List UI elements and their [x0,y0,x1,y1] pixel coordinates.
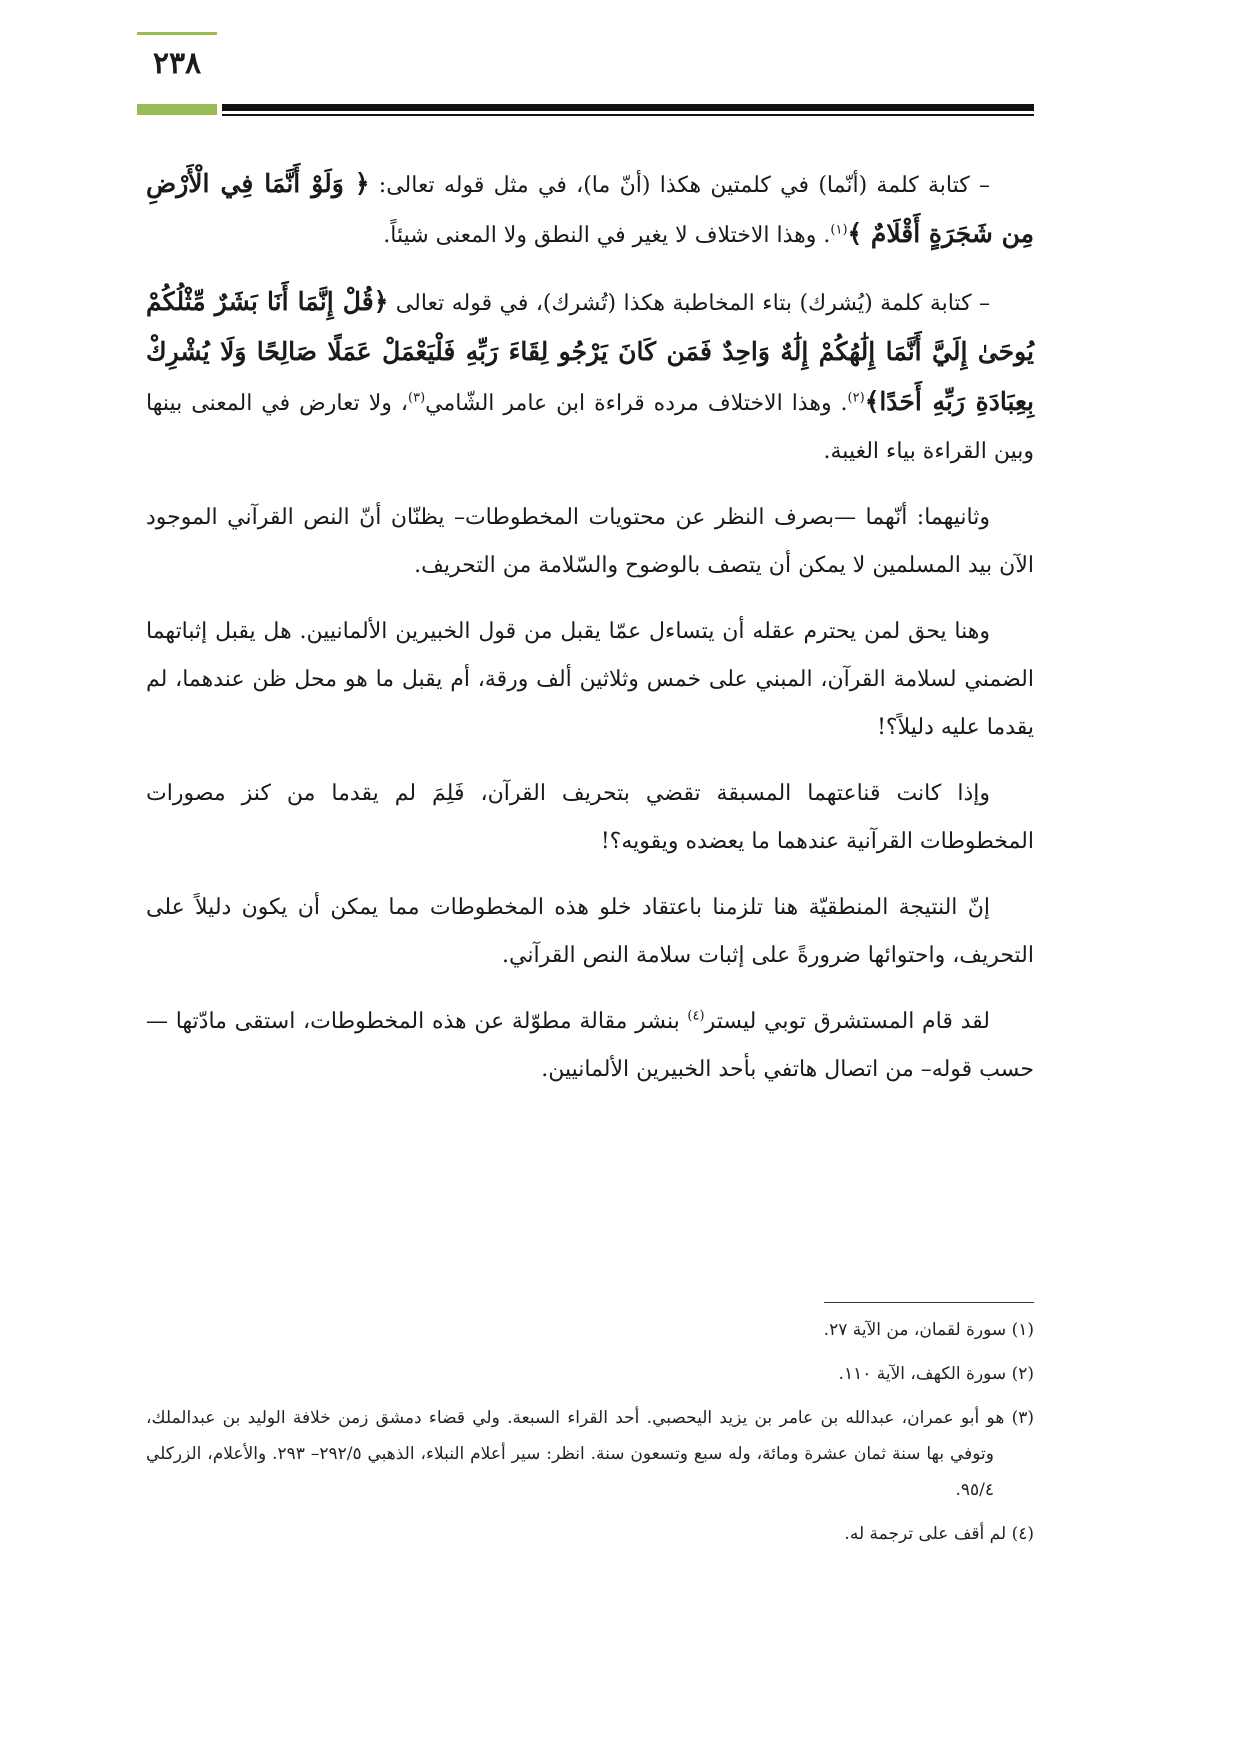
footnotes [146,1312,1034,1560]
page-number: ٢٣٨ [152,46,202,81]
header-accent-line [137,32,217,35]
paragraph-text: – كتابة كلمة (أنّما) في كلمتين هكذا (أنّ ما)، في مثل قوله تعالى: [369,173,990,198]
header-rule-thick [222,104,1034,111]
paragraph-text: . وهذا الاختلاف مرده قراءة ابن عامر الشّامي [425,391,848,416]
footnote-ref[interactable]: (٤) [687,1008,705,1024]
paragraph-yushrik [146,278,1034,476]
paragraph-text: ، ولا تعارض في المعنى بينها وبين القراءة بياء الغيبة. [146,391,1034,464]
header-green-bar [137,104,217,115]
quran-verse: ﴿قُلْ إِنَّمَا أَنَا بَشَرٌ مِّثْلُكُمْ يُوحَىٰ إِلَيَّ أَنَّمَا إِلَٰهُكُمْ إِلَٰهٌ وَاحِدٌ فَمَن كَانَ يَرْجُو لِقَاءَ رَبِّهِ فَلْيَعْمَلْ عَمَلًا صَالِحًا وَلَا يُشْرِكْ بِعِبَادَةِ رَبِّهِ أَحَدًا﴾ [146,287,1035,416]
paragraph-anna-ma [146,160,1034,260]
paragraph-text: – كتابة كلمة (يُشرك) بتاء المخاطبة هكذا (تُشرك)، في قوله تعالى [388,291,990,316]
paragraph-text: لقد قام المستشرق توبي ليستر [704,1009,990,1034]
quran-verse: ﴿ وَلَوْ أَنَّمَا فِي الْأَرْضِ مِن شَجَرَةٍ أَقْلَامٌ ﴾ [146,169,1034,248]
footnote-2: (٢) سورة الكهف، الآية ١١٠. [838,1364,1034,1384]
footnote-ref[interactable]: (٢) [847,390,865,406]
header-rule-thin [222,114,1034,116]
paragraph-text: بنشر مقالة مطوّلة عن هذه المخطوطات، استقى مادّتها —حسب قوله– من اتصال هاتفي بأحد الخبيرين الألمانيين. [146,1009,1034,1082]
footnote-ref[interactable]: (١) [830,222,848,238]
paragraph-text: . وهذا الاختلاف لا يغير في النطق ولا المعنى شيئاً. [383,223,831,248]
paragraph-conclusion: إنّ النتيجة المنطقيّة هنا تلزمنا باعتقاد خلو هذه المخطوطات مما يمكن أن يكون دليلاً على التحريف، واحتوائها ضرورةً على إثبات سلامة النص القرآني. [146,895,1034,968]
footnote-4: (٤) لم أقف على ترجمة له. [844,1524,1034,1544]
main-text [146,160,1034,1112]
paragraph-conviction: وإذا كانت قناعتهما المسبقة تقضي بتحريف القرآن، فَلِمَ لم يقدما من كنز مصورات المخطوطات القرآنية عندهما ما يعضده ويقويه؟! [146,781,1034,854]
footnote-3: (٣) هو أبو عمران، عبدالله بن عامر بن يزيد اليحصبي. أحد القراء السبعة. ولي قضاء دمشق زمن خلافة الوليد بن عبدالملك، وتوفي بها سنة ثمان عشرة ومائة، وله سبع وتسعون سنة. انظر: سير أعلام النبلاء، الذهبي ٢٩٢/٥– ٢٩٣. والأعلام، الزركلي ٩٥/٤. [146,1408,1034,1500]
paragraph-second: وثانيهما: أنّهما —بصرف النظر عن محتويات المخطوطات– يظنّان أنّ النص القرآني الموجود الآن بيد المسلمين لا يمكن أن يتصف بالوضوح والسّلامة من التحريف. [146,505,1034,578]
paragraph-lester [146,998,1034,1094]
footnote-ref[interactable]: (٣) [408,390,426,406]
paragraph-question: وهنا يحق لمن يحترم عقله أن يتساءل عمّا يقبل من قول الخبيرين الألمانيين. هل يقبل إثباتهما الضمني لسلامة القرآن، المبني على خمس وثلاثين ألف ورقة، أم يقبل ما هو محل ظن عندهما، لم يقدما عليه دليلاً؟! [146,619,1034,740]
footnote-separator [824,1302,1034,1303]
page-header [0,0,1240,130]
footnote-1: (١) سورة لقمان، من الآية ٢٧. [823,1320,1034,1340]
